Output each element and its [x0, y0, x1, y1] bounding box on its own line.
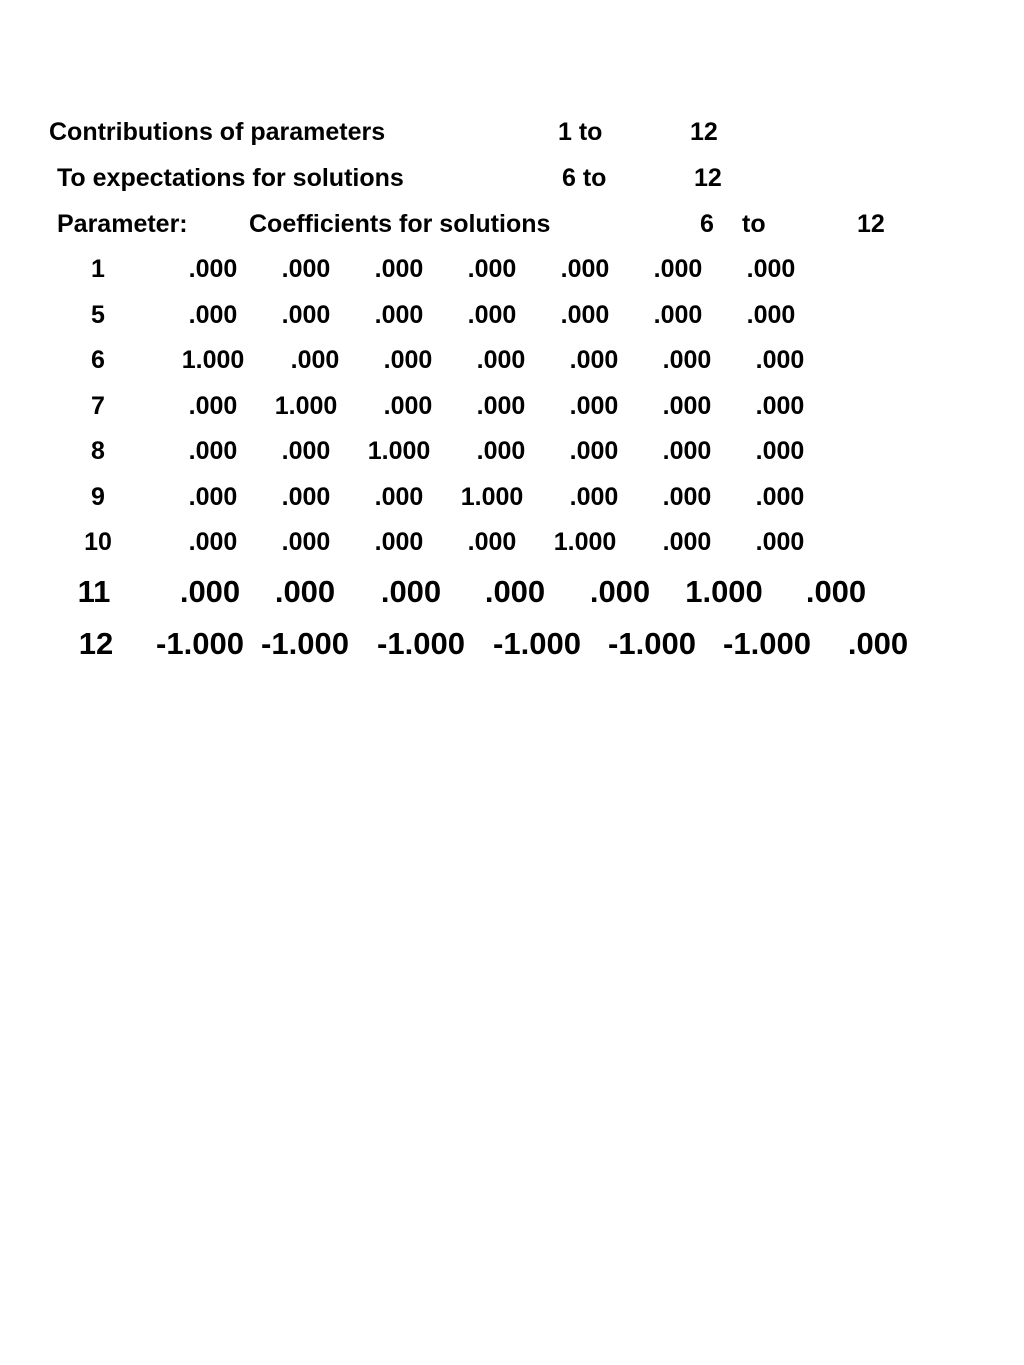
param-number: 7	[91, 392, 105, 420]
coefficient-cell: .000	[383, 346, 433, 374]
coefficient-cell: .000	[467, 255, 517, 283]
coefficient-cell: .000	[467, 528, 517, 556]
coefficient-cell: .000	[755, 528, 805, 556]
coefficient-cell: .000	[484, 574, 546, 609]
coefficient-cell: .000	[653, 255, 703, 283]
param-number: 8	[91, 437, 105, 465]
coefficient-cell: .000	[374, 255, 424, 283]
header-line1-label: Contributions of parameters	[49, 118, 386, 146]
coefficient-cell: 1.000	[367, 437, 431, 465]
coefficient-cell: .000	[281, 483, 331, 511]
coefficient-cell: .000	[805, 574, 867, 609]
coefficient-cell: -1.000	[723, 626, 811, 661]
coefficient-cell: -1.000	[377, 626, 465, 661]
header-line1-to: 12	[690, 118, 718, 146]
coefficient-cell: .000	[662, 346, 712, 374]
coefficient-cell: .000	[476, 437, 526, 465]
coefficient-cell: .000	[662, 392, 712, 420]
param-number: 9	[91, 483, 105, 511]
header-line3-label: Parameter:	[57, 210, 188, 238]
coefficient-cell: .000	[380, 574, 442, 609]
coefficient-cell: .000	[383, 392, 433, 420]
coefficient-cell: .000	[746, 301, 796, 329]
coefficient-cell: .000	[746, 255, 796, 283]
coefficient-cell: .000	[662, 528, 712, 556]
coefficient-cell: 1.000	[460, 483, 524, 511]
coefficient-cell: .000	[653, 301, 703, 329]
coefficient-cell: .000	[476, 346, 526, 374]
header-line3-from: 6	[700, 210, 714, 238]
header-line1-from: 1 to	[558, 118, 603, 146]
param-number: 12	[78, 626, 114, 661]
coefficient-cell: .000	[374, 528, 424, 556]
coefficient-cell: .000	[755, 483, 805, 511]
header-line2-from: 6 to	[562, 164, 607, 192]
coefficient-cell: .000	[281, 437, 331, 465]
coefficient-cell: .000	[281, 301, 331, 329]
coefficient-cell: .000	[188, 392, 238, 420]
param-number: 10	[84, 528, 112, 556]
param-number: 1	[91, 255, 105, 283]
header-line3-sublabel: Coefficients for solutions	[249, 210, 551, 238]
coefficient-cell: .000	[281, 255, 331, 283]
coefficient-cell: -1.000	[261, 626, 349, 661]
coefficient-cell: .000	[662, 437, 712, 465]
coefficient-cell: .000	[755, 437, 805, 465]
header-line2-label: To expectations for solutions	[57, 164, 404, 192]
coefficient-cell: -1.000	[608, 626, 696, 661]
coefficient-cell: .000	[569, 483, 619, 511]
coefficient-cell: .000	[847, 626, 909, 661]
coefficient-cell: 1.000	[553, 528, 617, 556]
header-line3-to-word: to	[742, 210, 766, 238]
coefficient-cell: -1.000	[156, 626, 244, 661]
coefficient-cell: .000	[569, 437, 619, 465]
coefficient-cell: .000	[188, 301, 238, 329]
coefficient-cell: .000	[467, 301, 517, 329]
param-number: 6	[91, 346, 105, 374]
coefficient-cell: 1.000	[181, 346, 245, 374]
coefficient-cell: .000	[188, 483, 238, 511]
coefficient-cell: .000	[290, 346, 340, 374]
coefficient-cell: .000	[755, 346, 805, 374]
coefficient-cell: .000	[274, 574, 336, 609]
coefficient-cell: .000	[589, 574, 651, 609]
coefficient-cell: .000	[188, 437, 238, 465]
coefficient-cell: .000	[569, 346, 619, 374]
coefficient-cell: .000	[755, 392, 805, 420]
coefficient-cell: .000	[560, 255, 610, 283]
coefficient-cell: .000	[476, 392, 526, 420]
header-line3-to: 12	[857, 210, 885, 238]
header-line2-to: 12	[694, 164, 722, 192]
coefficient-cell: .000	[569, 392, 619, 420]
coefficient-cell: .000	[188, 255, 238, 283]
coefficient-cell: .000	[560, 301, 610, 329]
param-number: 5	[91, 301, 105, 329]
coefficient-cell: 1.000	[274, 392, 338, 420]
coefficient-cell: .000	[374, 483, 424, 511]
coefficient-cell: -1.000	[493, 626, 581, 661]
coefficient-cell: .000	[188, 528, 238, 556]
coefficient-cell: .000	[281, 528, 331, 556]
coefficient-cell: .000	[374, 301, 424, 329]
coefficient-cell: .000	[179, 574, 241, 609]
param-number: 11	[77, 574, 111, 609]
coefficient-cell: 1.000	[685, 574, 763, 609]
coefficient-cell: .000	[662, 483, 712, 511]
